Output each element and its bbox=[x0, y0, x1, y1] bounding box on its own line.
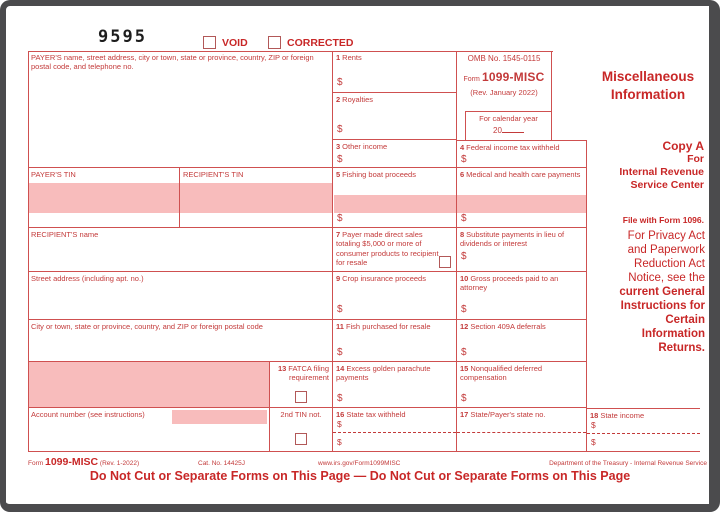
direct-sales-checkbox[interactable] bbox=[439, 256, 451, 268]
box-9-dollar: $ bbox=[337, 303, 343, 315]
box-6-dollar: $ bbox=[461, 212, 467, 224]
form-title bbox=[588, 68, 708, 104]
box-10-dollar: $ bbox=[461, 303, 467, 315]
box-8-label: Substitute payments in lieu of dividends or interest bbox=[460, 230, 565, 249]
box-11-dollar: $ bbox=[337, 346, 343, 358]
privacy-line: For Privacy Act bbox=[627, 230, 705, 242]
footer-form-word: Form bbox=[28, 460, 44, 467]
footer-form-name: 1099-MISC bbox=[44, 456, 99, 468]
payer-info-label: PAYER'S name, street address, city or town, state or province, country, ZIP or foreign postal code, and telephone no. bbox=[31, 53, 314, 72]
privacy-act-notice bbox=[588, 229, 705, 355]
payer-tin-box[interactable] bbox=[28, 168, 180, 228]
recipient-name-box[interactable] bbox=[28, 228, 333, 272]
box-4-number: 4 bbox=[460, 143, 465, 152]
box-16-number: 16 bbox=[336, 410, 345, 419]
privacy-line: Reduction Act bbox=[634, 258, 705, 270]
box-18-number: 18 bbox=[590, 411, 599, 420]
box-16-dollar-2: $ bbox=[337, 437, 342, 448]
second-tin-box bbox=[270, 408, 333, 452]
box-3-other-income[interactable] bbox=[333, 140, 457, 168]
account-number-label: Account number (see instructions) bbox=[31, 410, 145, 419]
box-10-number: 10 bbox=[460, 274, 469, 283]
privacy-line: Information bbox=[641, 328, 705, 340]
street-address-label: Street address (including apt. no.) bbox=[31, 274, 144, 283]
box-16-label: State tax withheld bbox=[346, 410, 406, 419]
box-15-dollar: $ bbox=[461, 392, 467, 404]
box-15-number: 15 bbox=[460, 364, 469, 373]
footer-department: Department of the Treasury - Internal Revenue Service bbox=[549, 460, 707, 467]
box-1-dollar: $ bbox=[337, 76, 343, 88]
void-label: VOID bbox=[222, 37, 248, 49]
footer-revision: (Rev. 1-2022) bbox=[99, 460, 140, 467]
box-3-dollar: $ bbox=[337, 153, 343, 165]
box-13-fatca bbox=[270, 362, 333, 408]
payer-tin-label: PAYER'S TIN bbox=[31, 170, 76, 179]
privacy-line: Returns. bbox=[658, 342, 705, 354]
box-12-409a-deferrals[interactable] bbox=[457, 320, 587, 362]
box-18-dollar-1: $ bbox=[591, 420, 596, 430]
box-6-medical-payments[interactable] bbox=[457, 168, 587, 228]
box-11-fish-purchased[interactable] bbox=[333, 320, 457, 362]
box-14-dollar: $ bbox=[337, 392, 343, 404]
void-checkbox[interactable] bbox=[203, 36, 216, 49]
box-8-dollar: $ bbox=[461, 251, 467, 262]
box-2-royalties[interactable] bbox=[333, 93, 457, 140]
box-15-label: Nonqualified deferred compensation bbox=[460, 364, 543, 383]
copy-a-irs1: Internal Revenue bbox=[619, 165, 704, 178]
corrected-checkbox[interactable] bbox=[268, 36, 281, 49]
calendar-year-box bbox=[465, 111, 551, 140]
box-14-number: 14 bbox=[336, 364, 345, 373]
fatca-checkbox[interactable] bbox=[295, 391, 307, 403]
box-16-dashed-line bbox=[333, 432, 456, 433]
box-9-crop-insurance[interactable] bbox=[333, 272, 457, 320]
box-1-rents[interactable] bbox=[333, 51, 457, 93]
box-17-dashed-line bbox=[457, 432, 586, 433]
box-2-dollar: $ bbox=[337, 123, 343, 135]
box-1-number: 1 bbox=[336, 53, 341, 62]
box-8-substitute-payments[interactable] bbox=[457, 228, 587, 272]
copy-a-irs2: Service Center bbox=[630, 178, 704, 191]
privacy-line: current General bbox=[619, 286, 705, 298]
box-17-state-payer-no[interactable] bbox=[457, 408, 587, 452]
box-5-label: Fishing boat proceeds bbox=[342, 170, 416, 179]
box-13-label: FATCA filing requirement bbox=[288, 364, 329, 383]
copy-a-label: Copy A bbox=[662, 139, 704, 153]
second-tin-label: 2nd TIN not. bbox=[280, 410, 322, 419]
table-left-border bbox=[28, 51, 29, 452]
account-number-box[interactable] bbox=[28, 408, 270, 452]
pink-entry-block[interactable] bbox=[28, 362, 270, 408]
box-16-dollar-1: $ bbox=[337, 419, 342, 429]
box-18-dashed-line bbox=[587, 433, 700, 434]
box-2-label: Royalties bbox=[342, 95, 374, 104]
form-title-line1: Miscellaneous bbox=[601, 69, 695, 84]
account-entry-band[interactable] bbox=[172, 410, 267, 424]
form-code-9595: 9595 bbox=[98, 27, 147, 47]
box-18-dollar-2: $ bbox=[591, 437, 596, 448]
box-1-label: Rents bbox=[342, 53, 362, 62]
box-7-label: Payer made direct sales totaling $5,000 or more of consumer products to recipient for resale bbox=[336, 230, 439, 268]
box-12-label: Section 409A deferrals bbox=[470, 322, 546, 331]
box-4-federal-tax[interactable] bbox=[457, 140, 587, 168]
box-2-number: 2 bbox=[336, 95, 341, 104]
box-3-label: Other income bbox=[342, 142, 388, 151]
box-9-label: Crop insurance proceeds bbox=[342, 274, 426, 283]
box-17-label: State/Payer's state no. bbox=[470, 410, 546, 419]
form-title-line2: Information bbox=[610, 87, 686, 103]
box-4-label: Federal income tax withheld bbox=[466, 143, 560, 152]
recipient-tin-label: RECIPIENT'S TIN bbox=[183, 170, 244, 179]
year-entry-blank[interactable] bbox=[502, 123, 524, 133]
box-4-dollar: $ bbox=[461, 153, 467, 165]
privacy-line: Instructions for bbox=[620, 300, 705, 312]
box-10-label: Gross proceeds paid to an attorney bbox=[460, 274, 559, 293]
box-5-number: 5 bbox=[336, 170, 341, 179]
omb-number: OMB No. 1545-0115 bbox=[467, 54, 541, 63]
omb-form-word: Form bbox=[463, 76, 480, 83]
city-town-box[interactable] bbox=[28, 320, 333, 362]
privacy-line: Notice, see the bbox=[628, 272, 705, 284]
box-16-state-tax[interactable] bbox=[333, 408, 457, 452]
corrected-label: CORRECTED bbox=[287, 37, 354, 49]
omb-revision: (Rev. January 2022) bbox=[470, 88, 538, 97]
box-11-number: 11 bbox=[336, 322, 344, 331]
box-5-fishing-boat[interactable] bbox=[333, 168, 457, 228]
recipient-tin-box[interactable] bbox=[180, 168, 333, 228]
box-11-label: Fish purchased for resale bbox=[345, 322, 431, 331]
file-with-1096: File with Form 1096. bbox=[622, 215, 704, 225]
year-prefix: 20 bbox=[493, 126, 502, 136]
privacy-line: Certain bbox=[665, 314, 705, 326]
box-13-number: 13 bbox=[277, 364, 287, 373]
payer-info-box[interactable] bbox=[28, 51, 333, 168]
box-10-gross-proceeds-attorney[interactable] bbox=[457, 272, 587, 320]
box-18-label: State income bbox=[600, 411, 645, 420]
box-18-state-income[interactable] bbox=[587, 408, 700, 452]
footer-url: www.irs.gov/Form1099MISC bbox=[318, 460, 401, 467]
calendar-year-label: For calendar year bbox=[479, 114, 538, 123]
box-7-direct-sales bbox=[333, 228, 457, 272]
omb-box bbox=[457, 51, 552, 140]
box-3-number: 3 bbox=[336, 142, 341, 151]
box-7-number: 7 bbox=[336, 230, 341, 239]
box-5-dollar: $ bbox=[337, 212, 343, 224]
box-9-number: 9 bbox=[336, 274, 341, 283]
box-6-number: 6 bbox=[460, 170, 465, 179]
box-12-dollar: $ bbox=[461, 346, 467, 358]
copy-a-block bbox=[590, 139, 704, 191]
copy-a-for: For bbox=[687, 153, 704, 166]
box-8-number: 8 bbox=[460, 230, 465, 239]
box-14-golden-parachute[interactable] bbox=[333, 362, 457, 408]
privacy-line: and Paperwork bbox=[627, 244, 705, 256]
footer-cat-no: Cat. No. 14425J bbox=[198, 460, 245, 467]
recipient-name-label: RECIPIENT'S name bbox=[31, 230, 99, 239]
omb-form-name: 1099-MISC bbox=[481, 70, 545, 84]
box-15-nonqualified-compensation[interactable] bbox=[457, 362, 587, 408]
second-tin-checkbox[interactable] bbox=[295, 433, 307, 445]
box-17-number: 17 bbox=[460, 410, 469, 419]
street-address-box[interactable] bbox=[28, 272, 333, 320]
footer-form-id bbox=[28, 456, 139, 468]
table-top-border bbox=[28, 51, 553, 52]
box-12-number: 12 bbox=[460, 322, 469, 331]
do-not-cut-warning: Do Not Cut or Separate Forms on This Page — Do Not Cut or Separate Forms on This Page bbox=[89, 469, 631, 483]
box-6-label: Medical and health care payments bbox=[466, 170, 581, 179]
box-14-label: Excess golden parachute payments bbox=[336, 364, 431, 383]
city-town-label: City or town, state or province, country, and ZIP or foreign postal code bbox=[31, 322, 263, 331]
